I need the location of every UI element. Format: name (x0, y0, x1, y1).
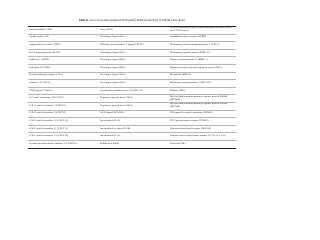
table-cell: C-X-C motif chemokine 13 (CXCL13) (28, 133, 99, 141)
table-cell: FMS-like tyrosine kinase 3 ligand (FLT3L) (99, 42, 169, 50)
table-cell: Fas antigen ligand (FasL) (99, 34, 169, 42)
table-row (28, 34, 236, 42)
table-cell: Cathepsin D (CTSD) (28, 64, 99, 72)
table-cell: Fas antigen ligand (FasL) (99, 49, 169, 57)
table-cell: Fas antigen ligand (FasL) (99, 57, 169, 65)
table-cell: Mesothelin (MSLN) (169, 72, 236, 80)
table-row (28, 110, 236, 118)
table-cell: Cyclin-dependent kinase inhibitor 1 (CDKN1A) (28, 140, 99, 148)
table-cell: Carcinoembryonic antigen (CEA) (28, 72, 99, 80)
table-cell: NF-kappa-B essential modulator (NEMO) (169, 110, 236, 118)
table-cell: C-X-C motif chemokine 11 (CXCL11) (28, 125, 99, 133)
table-cell: Fas antigen ligand (FasL) (99, 72, 169, 80)
table-cell: Matrix metalloproteinase-1 (MMP-1) (169, 57, 236, 65)
table-cell: Hepatocyte growth factor (HGF) (99, 95, 169, 103)
caption-label: Table S1. (78, 19, 89, 22)
table-row (28, 118, 236, 126)
table-cell: CD40 ligand (CD40-L) (28, 87, 99, 95)
table-cell: Methionine aminopeptidase 2 (METAP2) (169, 80, 236, 88)
table-cell: C-X-C motif chemokine 5 (CXCL5) (28, 102, 99, 110)
table-cell: C-C motif chemokine 19 (CCL19) (28, 95, 99, 103)
table-row (28, 72, 236, 80)
table-cell: Hepatocyte growth factor (HGF) (99, 102, 169, 110)
table-row (28, 42, 236, 50)
table-cell: Myeloid differentiation primary response protein MyD88 (MYD88) (169, 95, 236, 103)
table-cell: Fas antigen ligand (FasL) (99, 64, 169, 72)
table-row (28, 95, 236, 103)
table-cell: Fas antigen ligand (FasL) (99, 80, 169, 88)
table-cell: Macrophage metalloelastase (MMP-12) (169, 49, 236, 57)
table-cell: Growth/differentiation factor 15 (GDF-15) (99, 87, 169, 95)
table-row (28, 140, 236, 148)
table-row (28, 27, 236, 35)
protein-table-body (28, 27, 236, 149)
table-cell: Kallikrein-6 (hK6) (99, 140, 169, 148)
table-row (28, 80, 236, 88)
table-cell: Cadherin-3 (CDH3) (28, 57, 99, 65)
table-cell: Angiopoietin-1 receptor (TIE2) (28, 42, 99, 50)
table-cell: Lymphotoxin-beta receptor (LTBR) (169, 34, 236, 42)
table-row (28, 87, 236, 95)
table-cell: C-X-C motif chemokine 9 (CXCL9) (28, 110, 99, 118)
table-cell: Interleukin-6 receptor (IL-6R) (99, 125, 169, 133)
table-cell: NT-3 growth factor receptor (NTRK3) (169, 118, 236, 126)
table-cell: Midkine (MK) (169, 87, 236, 95)
table-cell: Prolactin (PRL) (169, 140, 236, 148)
table-cell: Adrenomedullin (AM) (28, 27, 99, 35)
table-row (28, 133, 236, 141)
table-cell: Furin (FUR) (99, 27, 169, 35)
table-row (28, 102, 236, 110)
protein-table (28, 26, 236, 149)
table-row (28, 125, 236, 133)
table-cell: Interleukin-6 (IL-6) (99, 118, 169, 126)
table-cell: Melanoma-derived growth regulatory protein (MIA) (169, 64, 236, 72)
table-cell: Amphiregulin (AR) (28, 34, 99, 42)
table-cell: Macrophage colony-stimulating factor 1 (CSF-1) (169, 42, 236, 50)
caption-text: List of all proteins included in the ProseekⓇ Multiplex Oncology I v2 96×96 Cancer Panel. (89, 19, 186, 22)
table-row (28, 49, 236, 57)
table-cell: Myeloid differentiation primary response protein MyD88 (MYD88) (169, 102, 236, 110)
table-caption (0, 19, 264, 22)
table-row (28, 64, 236, 72)
table-cell: Osteoclast-associated receptor (OSCAR) (169, 125, 236, 133)
table-cell: Caspase-3 (CASP-3) (28, 80, 99, 88)
table-cell: ICOS ligand (ICOSLG) (99, 110, 169, 118)
table-cell: B-cell activating factor (BAFF) (28, 49, 99, 57)
table-row (28, 57, 236, 65)
table-cell: Ovarian cancer-related tumor marker CA 125 (CA-125) (169, 133, 236, 141)
table-cell: Latency-associated peptide transforming growth factor beta-1 (LAP TGF-beta-1) (169, 27, 236, 35)
table-cell: C-X-C motif chemokine 10 (CXCL10) (28, 118, 99, 126)
table-cell: Interleukin-8 (IL-8) (99, 133, 169, 141)
